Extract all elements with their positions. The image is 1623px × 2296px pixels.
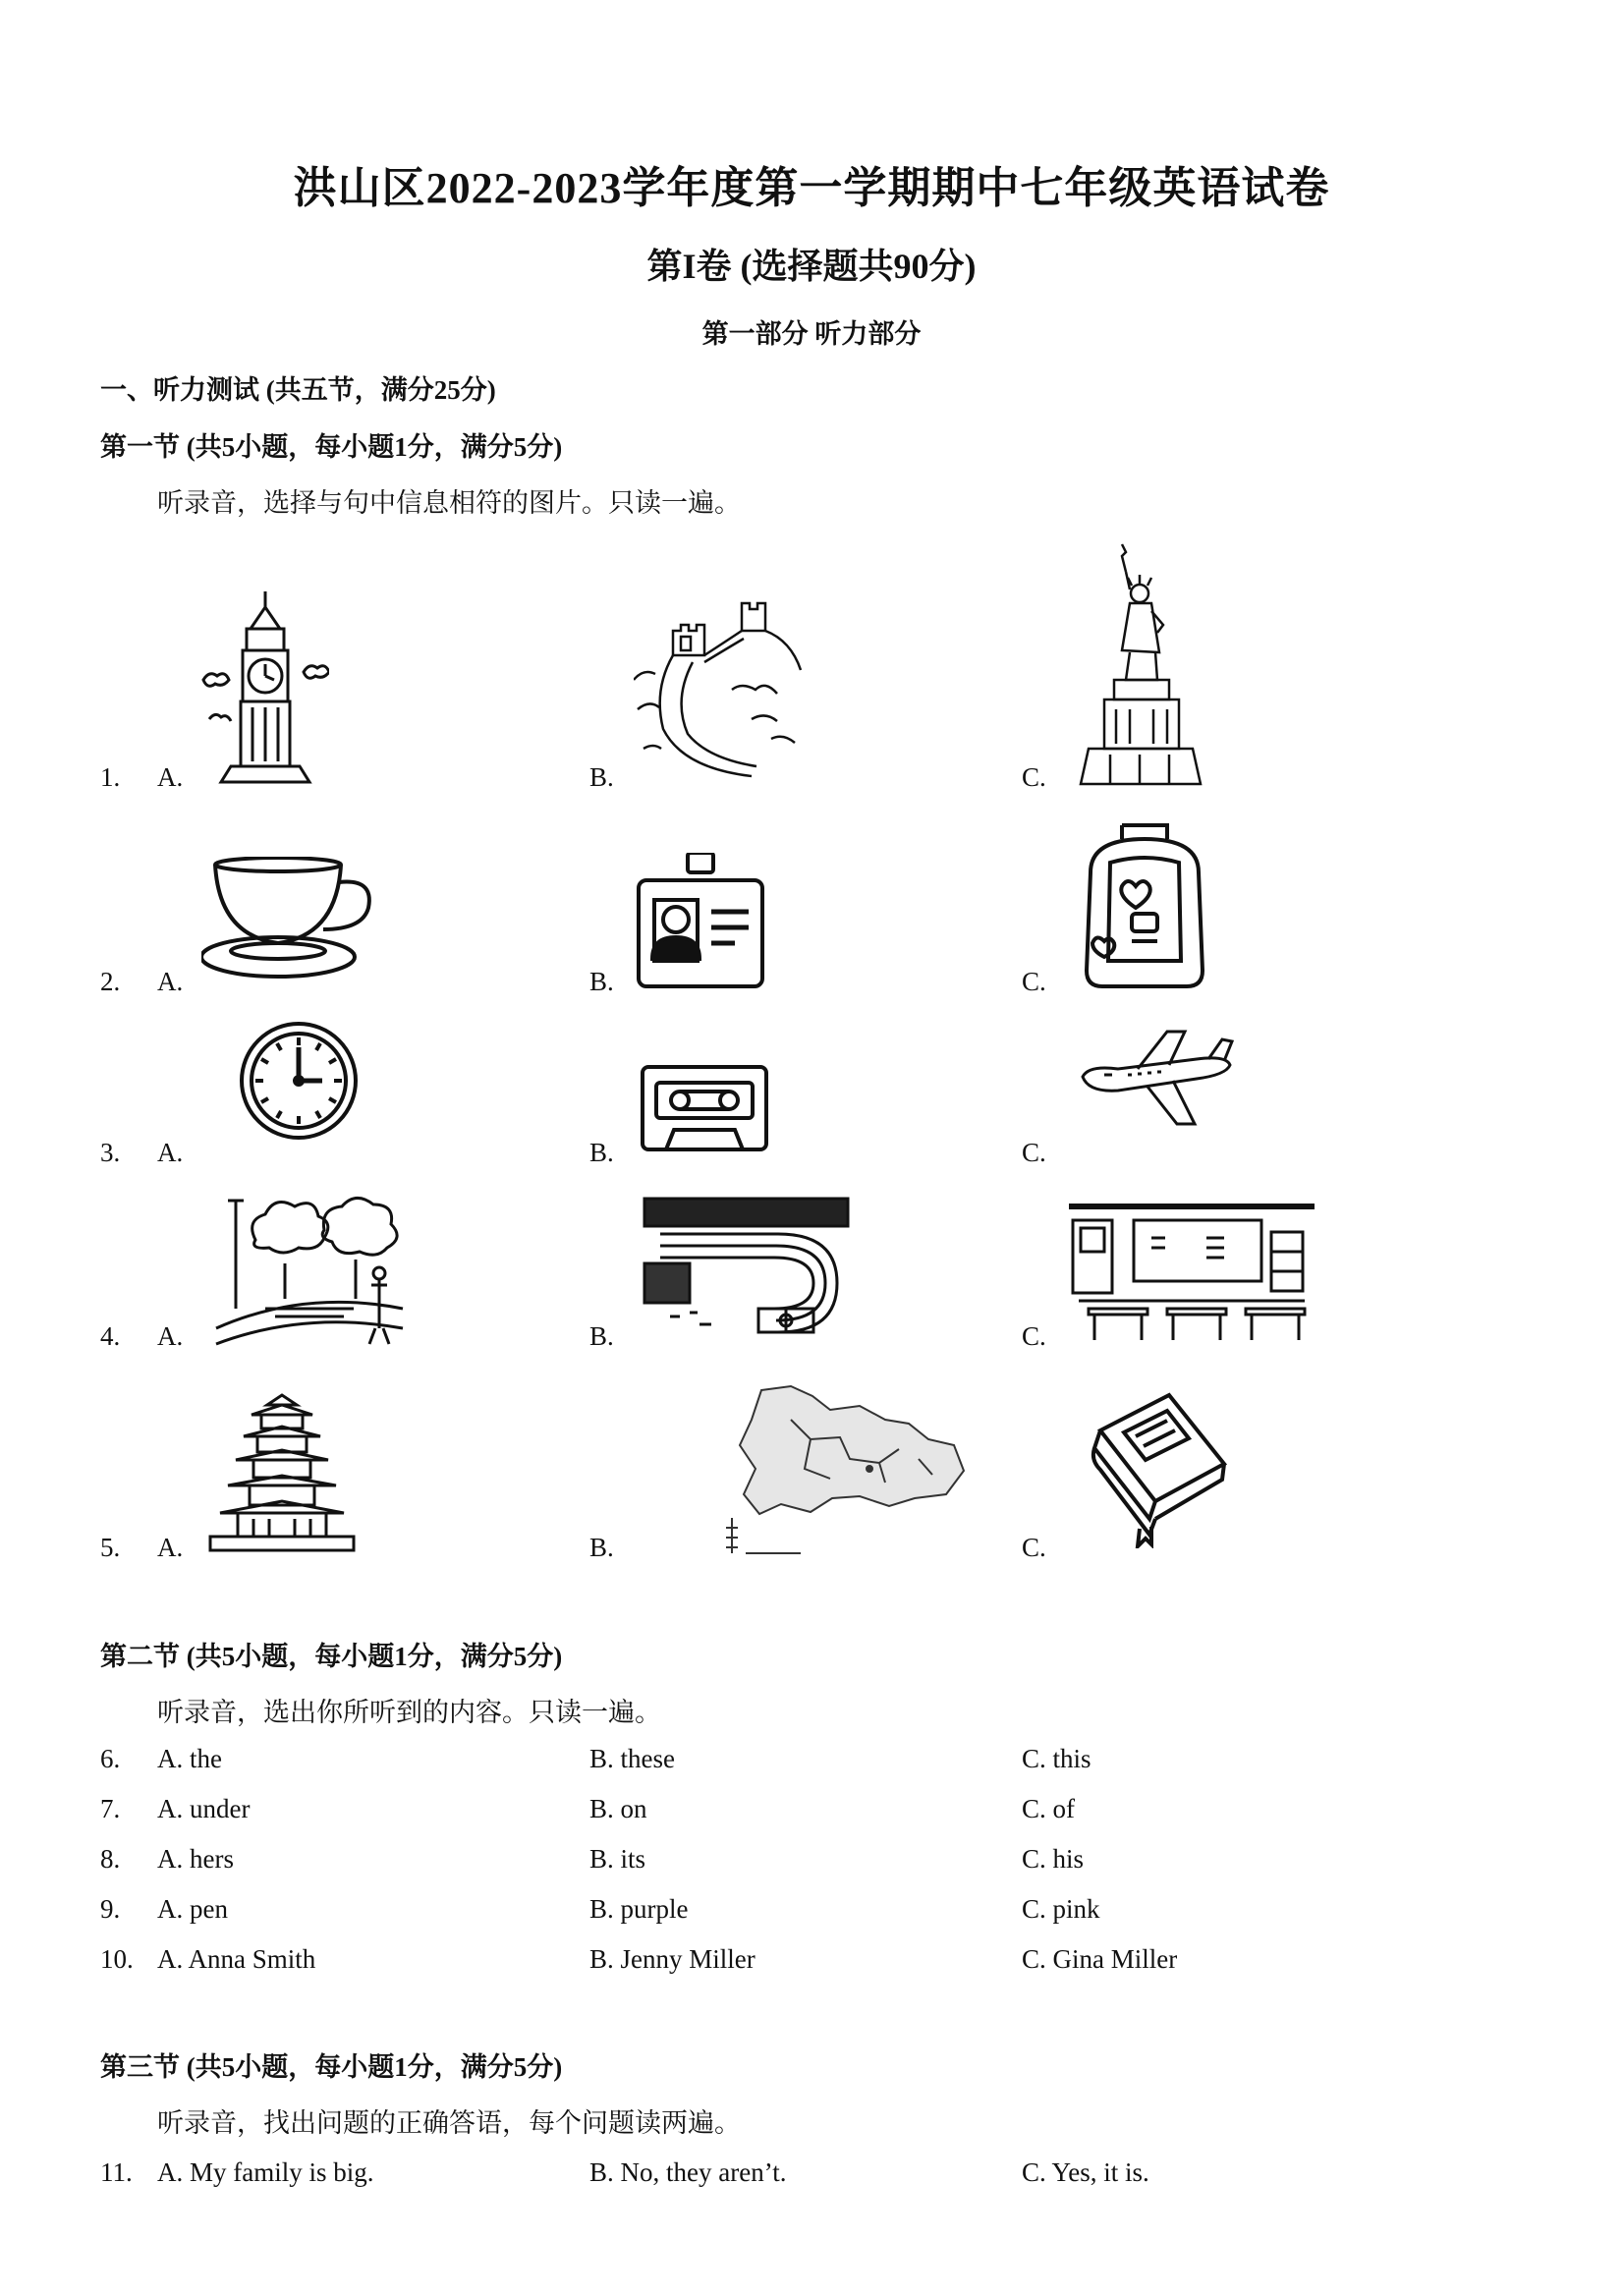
sports-field-icon: [641, 1195, 852, 1337]
part-heading: 第一部分 听力部分: [701, 319, 922, 349]
cup-icon: [201, 857, 378, 984]
option-a: A. My family is big.: [157, 2157, 374, 2187]
backpack-icon: [1071, 823, 1218, 990]
statue-of-liberty-icon: [1071, 542, 1208, 788]
question-number: 3.: [100, 1138, 121, 1167]
exam-title: 洪山区2022-2023学年度第一学期期中七年级英语试卷: [293, 164, 1330, 212]
option-c: C.: [1022, 1321, 1046, 1351]
option-a: A. the: [157, 1744, 222, 1773]
question-number: 7.: [100, 1794, 121, 1823]
option-b: B. on: [589, 1794, 647, 1823]
question-number: 4.: [100, 1321, 121, 1351]
hubei-map-icon: [722, 1380, 968, 1557]
option-a: A.: [157, 967, 184, 996]
section1-heading: 第一节 (共5小题，每小题1分，满分5分): [100, 432, 563, 462]
option-c: C.: [1022, 1533, 1046, 1562]
option-c: C. pink: [1022, 1894, 1100, 1924]
option-b: B. Jenny Miller: [589, 1944, 756, 1974]
option-a: A.: [157, 1138, 184, 1167]
section2-heading: 第二节 (共5小题，每小题1分，满分5分): [100, 1642, 563, 1671]
question-number: 5.: [100, 1533, 121, 1562]
question-number: 8.: [100, 1844, 121, 1874]
question-number: 10.: [100, 1944, 134, 1974]
airplane-icon: [1079, 1030, 1236, 1128]
option-a: A. hers: [157, 1844, 234, 1874]
section2-instruction: 听录音，选出你所听到的内容。只读一遍。: [157, 1698, 661, 1727]
option-b: B.: [589, 1321, 614, 1351]
option-b: B. purple: [589, 1894, 689, 1924]
option-b: B.: [589, 967, 614, 996]
option-c: C. Yes, it is.: [1022, 2157, 1149, 2187]
question-number: 9.: [100, 1894, 121, 1924]
option-b: B.: [589, 1533, 614, 1562]
option-a: A. under: [157, 1794, 251, 1823]
option-b: B.: [589, 1138, 614, 1167]
clock-icon: [238, 1020, 361, 1143]
volume-subtitle: 第I卷 (选择题共90分): [646, 247, 977, 286]
option-a: A. pen: [157, 1894, 228, 1924]
option-b: B. its: [589, 1844, 646, 1874]
option-c: C.: [1022, 762, 1046, 792]
park-icon: [206, 1191, 413, 1348]
option-c: C. Gina Miller: [1022, 1944, 1178, 1974]
listening-heading: 一、听力测试 (共五节，满分25分): [100, 375, 496, 405]
option-c: C. this: [1022, 1744, 1091, 1773]
question-number: 6.: [100, 1744, 121, 1773]
question-number: 1.: [100, 762, 121, 792]
option-a: A.: [157, 762, 184, 792]
section1-instruction: 听录音，选择与句中信息相符的图片。只读一遍。: [157, 488, 741, 518]
great-wall-icon: [634, 601, 811, 783]
option-c: C. his: [1022, 1844, 1085, 1874]
option-c: C.: [1022, 967, 1046, 996]
option-c: C.: [1022, 1138, 1046, 1167]
option-c: C. of: [1022, 1794, 1075, 1823]
big-ben-icon: [201, 589, 329, 786]
option-b: B.: [589, 762, 614, 792]
option-a: A.: [157, 1321, 184, 1351]
cassette-tape-icon: [641, 1065, 768, 1153]
option-a: A.: [157, 1533, 184, 1562]
question-number: 2.: [100, 967, 121, 996]
classroom-icon: [1069, 1203, 1315, 1345]
option-b: B. No, they aren’t.: [589, 2157, 787, 2187]
id-card-icon: [637, 853, 764, 990]
section3-heading: 第三节 (共5小题，每小题1分，满分5分): [100, 2052, 563, 2082]
option-b: B. these: [589, 1744, 675, 1773]
question-number: 11.: [100, 2157, 133, 2187]
yellow-crane-tower-icon: [208, 1393, 356, 1555]
book-icon: [1081, 1391, 1228, 1548]
option-a: A. Anna Smith: [157, 1944, 316, 1974]
section3-instruction: 听录音，找出问题的正确答语，每个问题读两遍。: [157, 2108, 741, 2138]
